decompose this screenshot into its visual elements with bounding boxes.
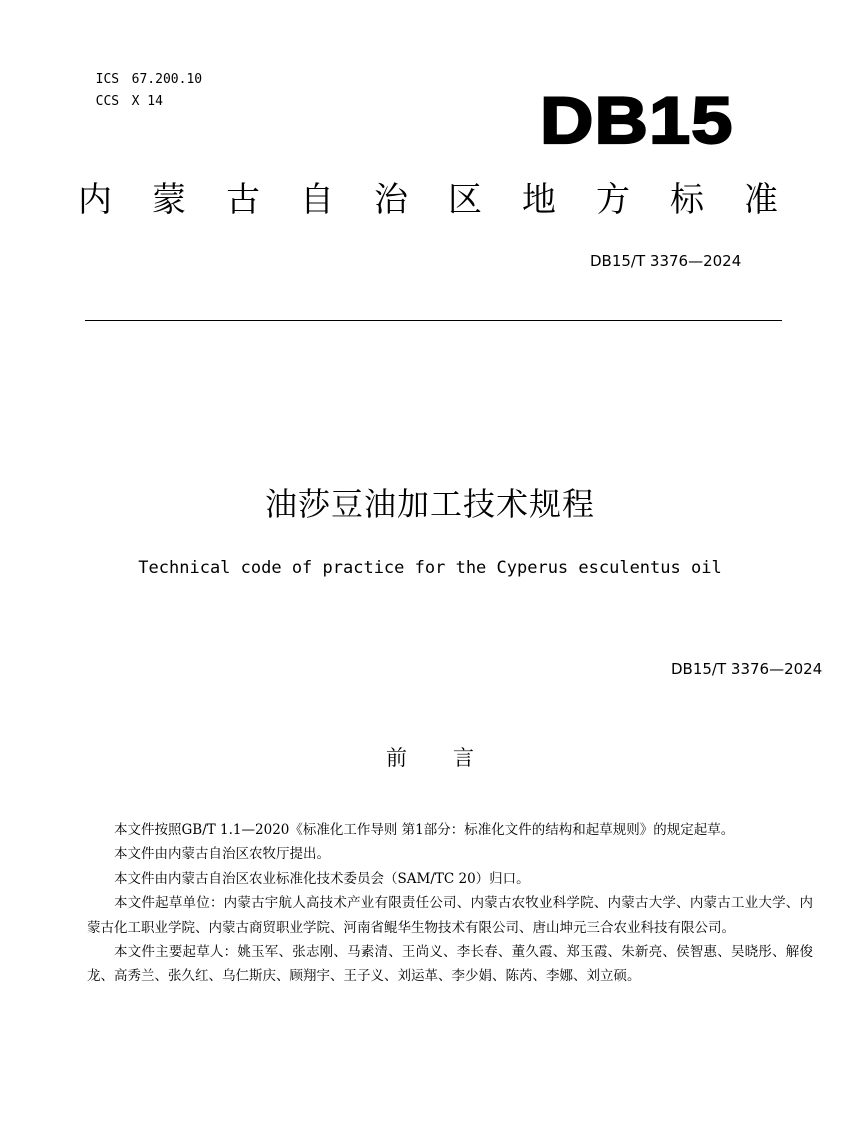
regional-title-char: 蒙 [152,180,186,220]
standard-logo: DB15 [540,83,734,157]
document-title-cn: 油莎豆油加工技术规程 [264,485,595,523]
regional-title-char: 区 [448,180,482,220]
regional-title-char: 自 [300,180,334,220]
foreword-heading: 前言 [386,746,520,770]
ccs-label: CCS [95,94,120,109]
foreword-paragraph: 本文件按照GB/T 1.1—2020《标准化工作导则 第1部分：标准化文件的结构和起草规则》的规定起草。 [114,822,735,838]
regional-title-char: 准 [744,180,778,220]
regional-title-char: 方 [596,180,630,220]
standard-number: DB15/T 3376—2024 [590,252,742,270]
regional-title-char: 地 [522,180,556,220]
ics-value: 67.200.10 [131,72,203,87]
foreword-paragraph: 本文件起草单位：内蒙古宇航人高技术产业有限责任公司、内蒙古农牧业科学院、内蒙古大学、内蒙古工业大学、内蒙古化工职业学院、内蒙古商贸职业学院、河南省鲲华生物技术有限公司、唐山坤元三合农业科技有限公司。 [87,895,813,936]
header-divider [85,320,782,321]
foreword-body [87,818,813,989]
foreword-paragraph: 本文件由内蒙古自治区农业标准化技术委员会（SAM/TC 20）归口。 [114,870,530,887]
document-title-en: Technical code of practice for the Cyperus esculentus oil [138,558,722,578]
regional-title-char: 古 [226,180,260,220]
regional-title-char: 标 [670,180,704,220]
ccs-code [80,78,163,110]
ccs-value: X 14 [131,94,163,109]
foreword-paragraph: 本文件主要起草人：姚玉军、张志刚、马素清、王尚义、李长春、董久霞、郑玉霞、朱新亮、侯智惠、吴晓彤、解俊龙、高秀兰、张久红、乌仁斯庆、顾翔宇、王子义、刘运革、李少娟、陈芮、李娜、刘立硕。 [87,944,813,985]
page-header-number: DB15/T 3376—2024 [671,660,823,678]
regional-title-char: 治 [374,180,408,220]
regional-standard-title [78,178,778,222]
ics-label: ICS [95,72,120,87]
foreword-paragraph: 本文件由内蒙古自治区农牧厅提出。 [114,846,330,863]
regional-title-char: 内 [78,180,112,220]
